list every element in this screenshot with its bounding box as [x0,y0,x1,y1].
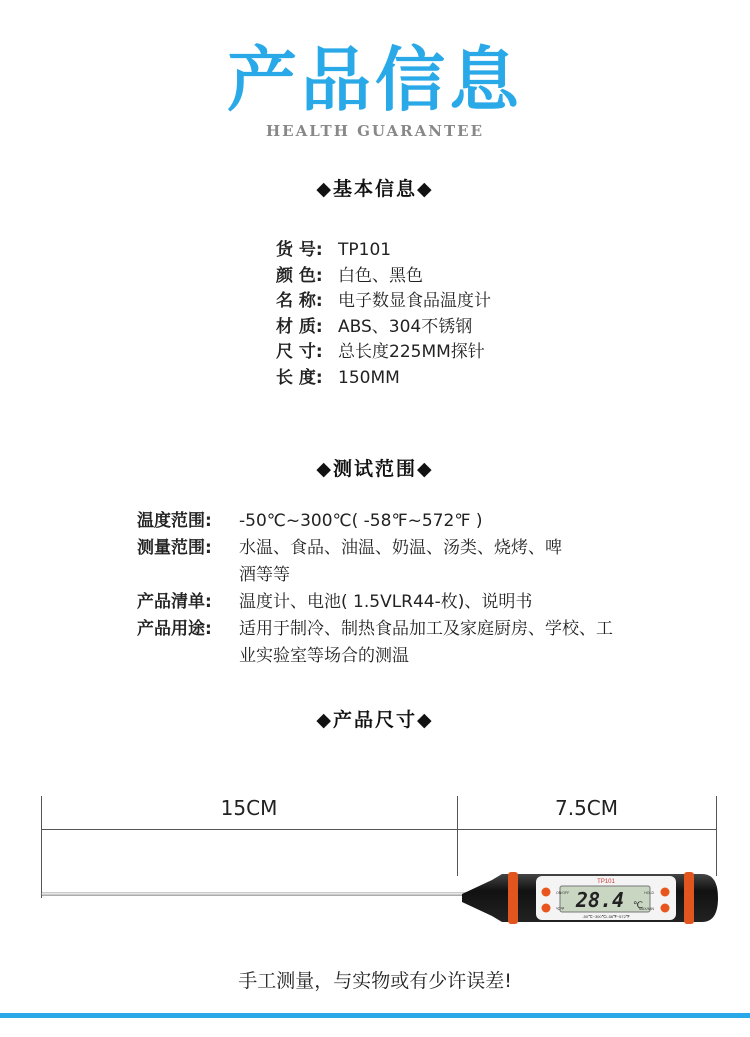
info-value: ABS、304不锈钢 [338,316,473,337]
thermometer-probe [42,892,467,896]
range-value: 温度计、电池( 1.5VLR44-枚)、说明书 [239,592,533,612]
range-row-temperature [137,508,739,535]
range-value: -50℃~300℃( -58℉~572℉ ) [239,511,483,531]
info-row-item-number [276,238,491,264]
info-row-name [276,289,491,315]
thermometer-handle [462,868,720,928]
probe-length-label: 15CM [220,796,278,820]
info-label: 颜 色: [276,265,323,286]
basic-info-list [276,238,491,391]
info-row-material [276,315,491,341]
lcd-unit: ℃ [632,901,644,911]
section-heading-basic-info: ◆基本信息◆ [316,178,434,200]
section-heading-product-size: ◆产品尺寸◆ [316,709,434,731]
range-row-package [137,589,739,616]
info-label: 名 称: [276,291,323,311]
max-min-button[interactable] [661,904,670,913]
page-title: 产品信息 [227,39,523,121]
range-value: 水温、食品、油温、奶温、汤类、烧烤、啤酒等等 [239,538,562,585]
lcd-reading: 28.4 [575,888,625,912]
info-value: 150MM [338,367,400,388]
hold-button-label: HOLD [644,891,654,895]
max-min-button-label: MAX/MIN [639,907,654,911]
range-label: 产品清单: [137,592,212,612]
handle-length-label: 7.5CM [554,796,619,820]
unit-toggle-button[interactable] [542,904,551,913]
power-button-label: ON/OFF [556,891,570,895]
measurement-note: 手工测量，与实物或有少许误差! [238,970,512,992]
info-row-color [276,264,491,290]
info-label: 材 质: [276,316,323,337]
range-row-measurement [137,535,739,589]
range-row-usage [137,616,739,670]
unit-button-label: ℃/℉ [556,907,565,911]
info-row-size [276,340,491,366]
hold-button[interactable] [661,888,670,897]
device-model-label: TP101 [597,879,615,885]
bottom-accent-bar [0,1013,750,1018]
info-value: 电子数显食品温度计 [338,291,491,311]
range-label: 产品用途: [137,619,212,639]
info-value: TP101 [338,240,392,260]
info-label: 长 度: [276,367,323,388]
test-range-list [137,508,739,670]
info-row-length [276,366,491,392]
section-heading-test-range: ◆测试范围◆ [316,458,434,480]
range-label: 温度范围: [137,511,212,531]
info-label: 货 号: [276,240,323,260]
range-label: 测量范围: [137,538,212,558]
page-subtitle: HEALTH GUARANTEE [265,122,485,140]
info-value: 白色、黑色 [338,265,423,286]
info-value: 总长度225MM探针 [338,342,485,362]
dimension-line-right [716,796,717,876]
dimension-line-horizontal [41,829,717,830]
info-label: 尺 寸: [276,342,323,362]
range-value: 适用于制冷、制热食品加工及家庭厨房、学校、工业实验室等场合的测温 [239,619,613,666]
power-button[interactable] [542,888,551,897]
device-range-text: -50℃~300℃/-58℉~572℉ [582,914,630,919]
